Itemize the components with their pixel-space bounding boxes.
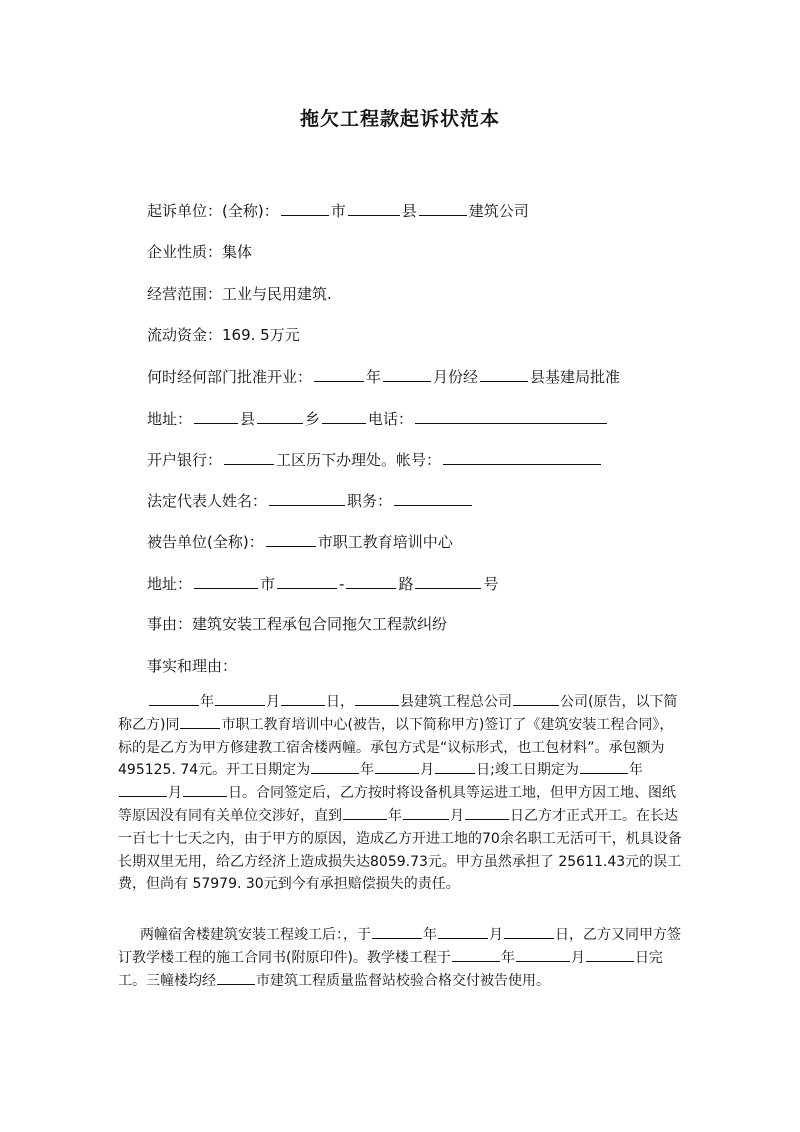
blank-line <box>438 924 488 939</box>
working-capital: 流动资金：169. 5万元 <box>147 326 300 344</box>
blank-line <box>516 947 570 962</box>
business-scope: 经营范围：工业与民用建筑. <box>147 285 332 303</box>
blank-line <box>383 366 431 382</box>
blank-line <box>314 366 364 382</box>
blank-line <box>580 759 628 774</box>
blank-line <box>277 573 337 589</box>
blank-line <box>217 970 255 985</box>
blank-line <box>180 714 220 729</box>
blank-line <box>443 449 601 465</box>
blank-line <box>375 759 419 774</box>
blank-line <box>394 490 472 506</box>
blank-line <box>119 782 167 797</box>
legal-representative: 法定代表人姓名： 职务： <box>147 490 474 511</box>
bank-account: 开户银行： 工区历下办理处。帐号： <box>147 449 603 470</box>
blank-line <box>257 408 303 424</box>
facts-paragraph-2: 两幢宿舍楼建筑安装工程竣工后：，于 年 月 日，乙方又同甲方签订教学楼工程的施工合同书(附原印件)。教学楼工程于 年 月 日完工。三幢楼均经 市建筑工程质量监督站校验合格交付被告使用。 <box>118 924 683 992</box>
blank-line <box>348 200 400 216</box>
blank-line <box>269 490 345 506</box>
cause-of-action: 事由：建筑安装工程承包合同拖欠工程款纠纷 <box>147 615 448 633</box>
blank-line <box>343 805 387 820</box>
document-title: 拖欠工程款起诉状范本 <box>299 108 500 130</box>
blank-line <box>281 691 325 706</box>
blank-line <box>281 200 329 216</box>
blank-line <box>452 947 500 962</box>
blank-line <box>480 366 528 382</box>
blank-line <box>355 691 399 706</box>
approval-info: 何时经何部门批准开业： 年 月份经 县基建局批准 <box>147 368 621 386</box>
blank-line <box>266 531 316 547</box>
blank-line <box>415 573 481 589</box>
blank-line <box>419 200 467 216</box>
blank-line <box>586 947 634 962</box>
defendant-unit: 被告单位(全称)： 市职工教育培训中心 <box>147 533 453 551</box>
blank-line <box>403 805 449 820</box>
blank-line <box>311 759 359 774</box>
blank-line <box>415 408 607 424</box>
blank-line <box>215 691 265 706</box>
enterprise-nature: 企业性质：集体 <box>147 243 253 261</box>
blank-line <box>194 408 238 424</box>
facts-paragraph-1: 年 月 日， 县建筑工程总公司 公司(原告，以下简称乙方)同 市职工教育培训中心(被告，以下简称甲方)签订了《建筑安装工程合同》，标的是乙方为甲方修建教工宿舍楼两幢。承包方式是“议标形式，也工包材料”。承包额为495125. 74元。开工日期定为 年 月 日;竣工日期定为 年月 日。合同签定后，乙方按时将设备机具等运进工地，但甲方因工地、图纸等原因没有同有关单位交涉好，直到 年 月 日乙方才正式开工。在长达一百七十七天之内，由于甲方的原因，造成乙方开进工地的70余名职工无活可干，机具设备长期双里无用，给乙方经济上造成损失达8059.73元。甲方虽然承担了 25611.43元的误工费，但尚有 57979. 30元到今有承担赔偿损失的责任。 <box>118 691 683 896</box>
blank-line <box>465 805 509 820</box>
defendant-address: 地址： 市 - 路 号 <box>147 575 499 593</box>
blank-line <box>322 408 366 424</box>
blank-line <box>435 759 475 774</box>
blank-line <box>504 924 554 939</box>
blank-line <box>346 573 396 589</box>
blank-line <box>194 573 258 589</box>
blank-line <box>183 782 227 797</box>
plaintiff-unit: 起诉单位：(全称)： 市 县 建筑公司 <box>147 202 529 220</box>
blank-line <box>224 449 274 465</box>
plaintiff-address: 地址： 县 乡 电话： <box>147 408 609 429</box>
blank-line <box>513 691 559 706</box>
blank-line <box>149 691 199 706</box>
blank-line <box>372 924 422 939</box>
facts-heading: 事实和理由： <box>147 657 238 675</box>
